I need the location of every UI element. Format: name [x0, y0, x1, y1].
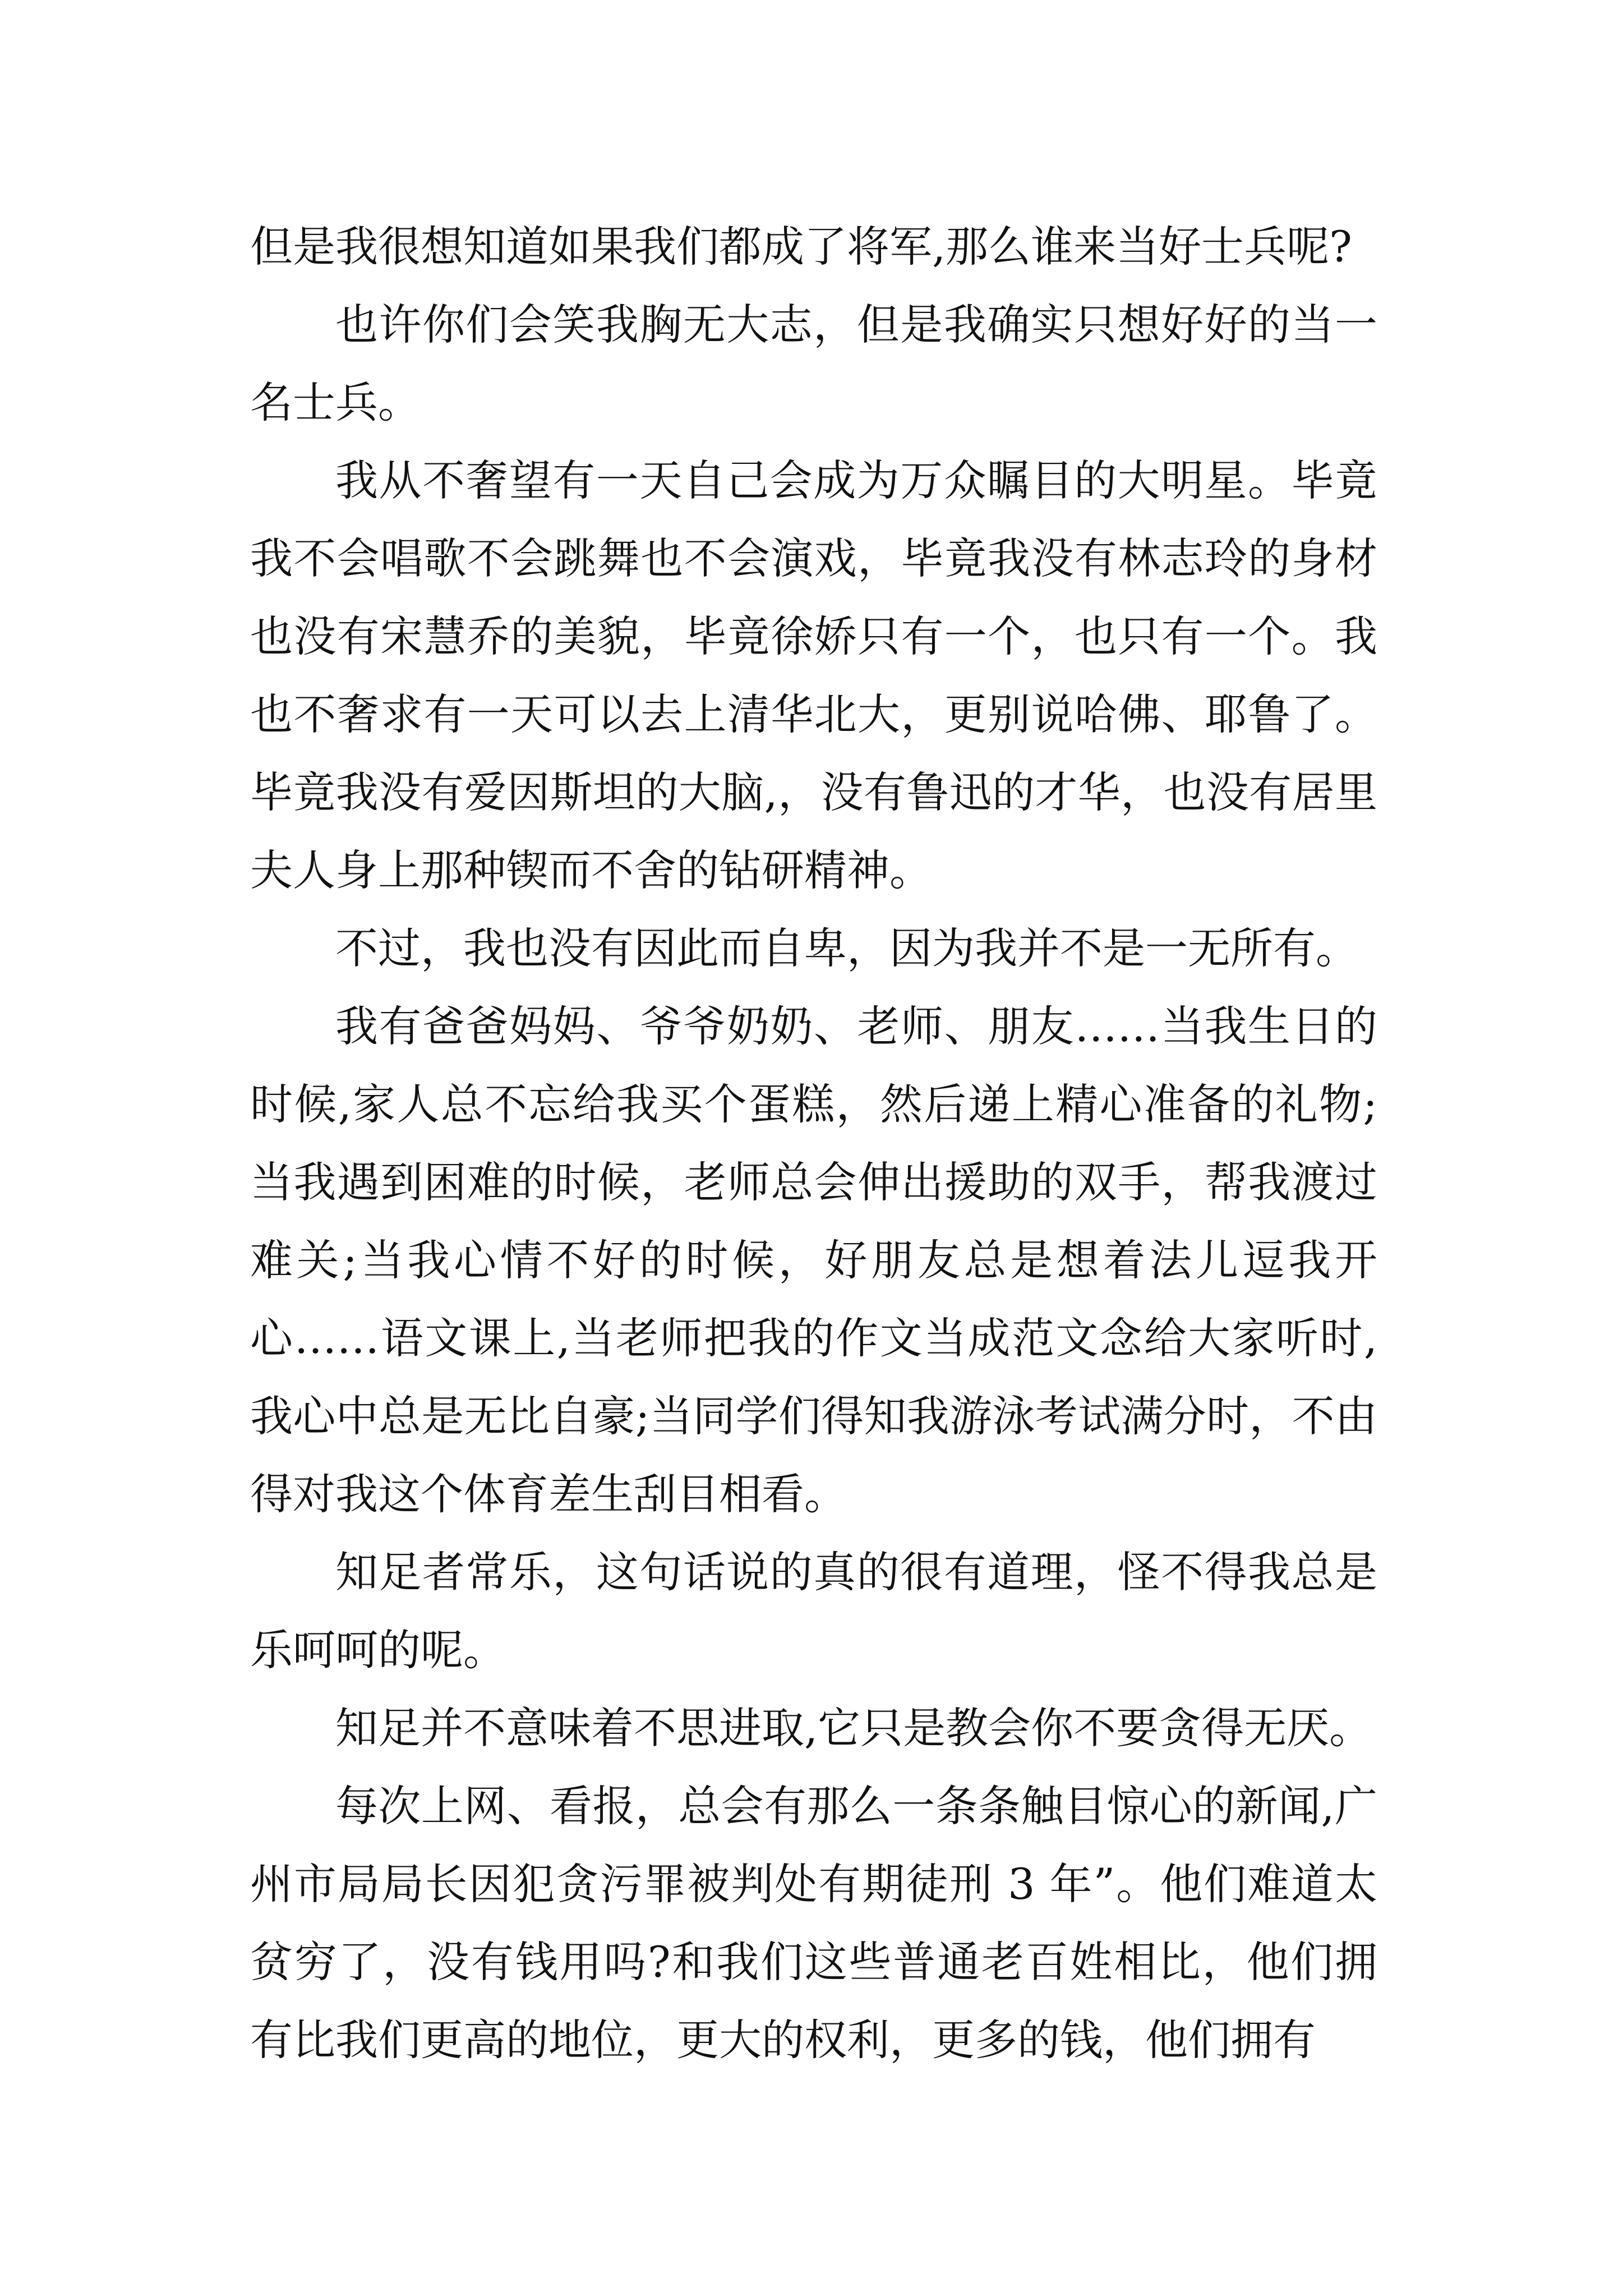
paragraph-3: 我从不奢望有一天自己会成为万众瞩目的大明星。毕竟我不会唱歌不会跳舞也不会演戏，毕竟我没有林志玲的身材也没有宋慧乔的美貌，毕竟徐娇只有一个，也只有一个。我也不奢求有一天可以去上清华北大，更别说哈佛、耶鲁了。毕竟我没有爱因斯坦的大脑,，没有鲁迅的才华，也没有居里夫人身上那种锲而不舍的钻研精神。	[250, 455, 1377, 895]
paragraph-4: 不过，我也没有因此而自卑，因为我并不是一无所有。	[335, 923, 1358, 973]
paragraph-7: 知足并不意味着不思进取,它只是教会你不要贪得无厌。	[335, 1703, 1372, 1753]
paragraph-5: 我有爸爸妈妈、爷爷奶奶、老师、朋友……当我生日的时候,家人总不忘给我买个蛋糕，然后递上精心准备的礼物;当我遇到困难的时候，老师总会伸出援助的双手，帮我渡过难关;当我心情不好的时候，好朋友总是想着法儿逗我开心……语文课上,当老师把我的作文当成范文念给大家听时,我心中总是无比自豪;当同学们得知我游泳考试满分时，不由得对我这个体育差生刮目相看。	[250, 1001, 1377, 1519]
paragraph-1: 但是我很想知道如果我们都成了将军,那么谁来当好士兵呢?	[250, 222, 1352, 272]
paragraph-2: 也许你们会笑我胸无大志，但是我确实只想好好的当一名士兵。	[250, 300, 1377, 427]
paragraph-8: 每次上网、看报，总会有那么一条条触目惊心的新闻,广州市局局长因犯贪污罪被判处有期徒刑 3 年”。他们难道太贫穷了，没有钱用吗?和我们这些普通老百姓相比，他们拥有比我们更高的地位，更大的权利，更多的钱，他们拥有	[250, 1781, 1377, 2065]
paragraph-6: 知足者常乐，这句话说的真的很有道理，怪不得我总是乐呵呵的呢。	[250, 1547, 1377, 1675]
body-text	[250, 208, 1377, 2079]
